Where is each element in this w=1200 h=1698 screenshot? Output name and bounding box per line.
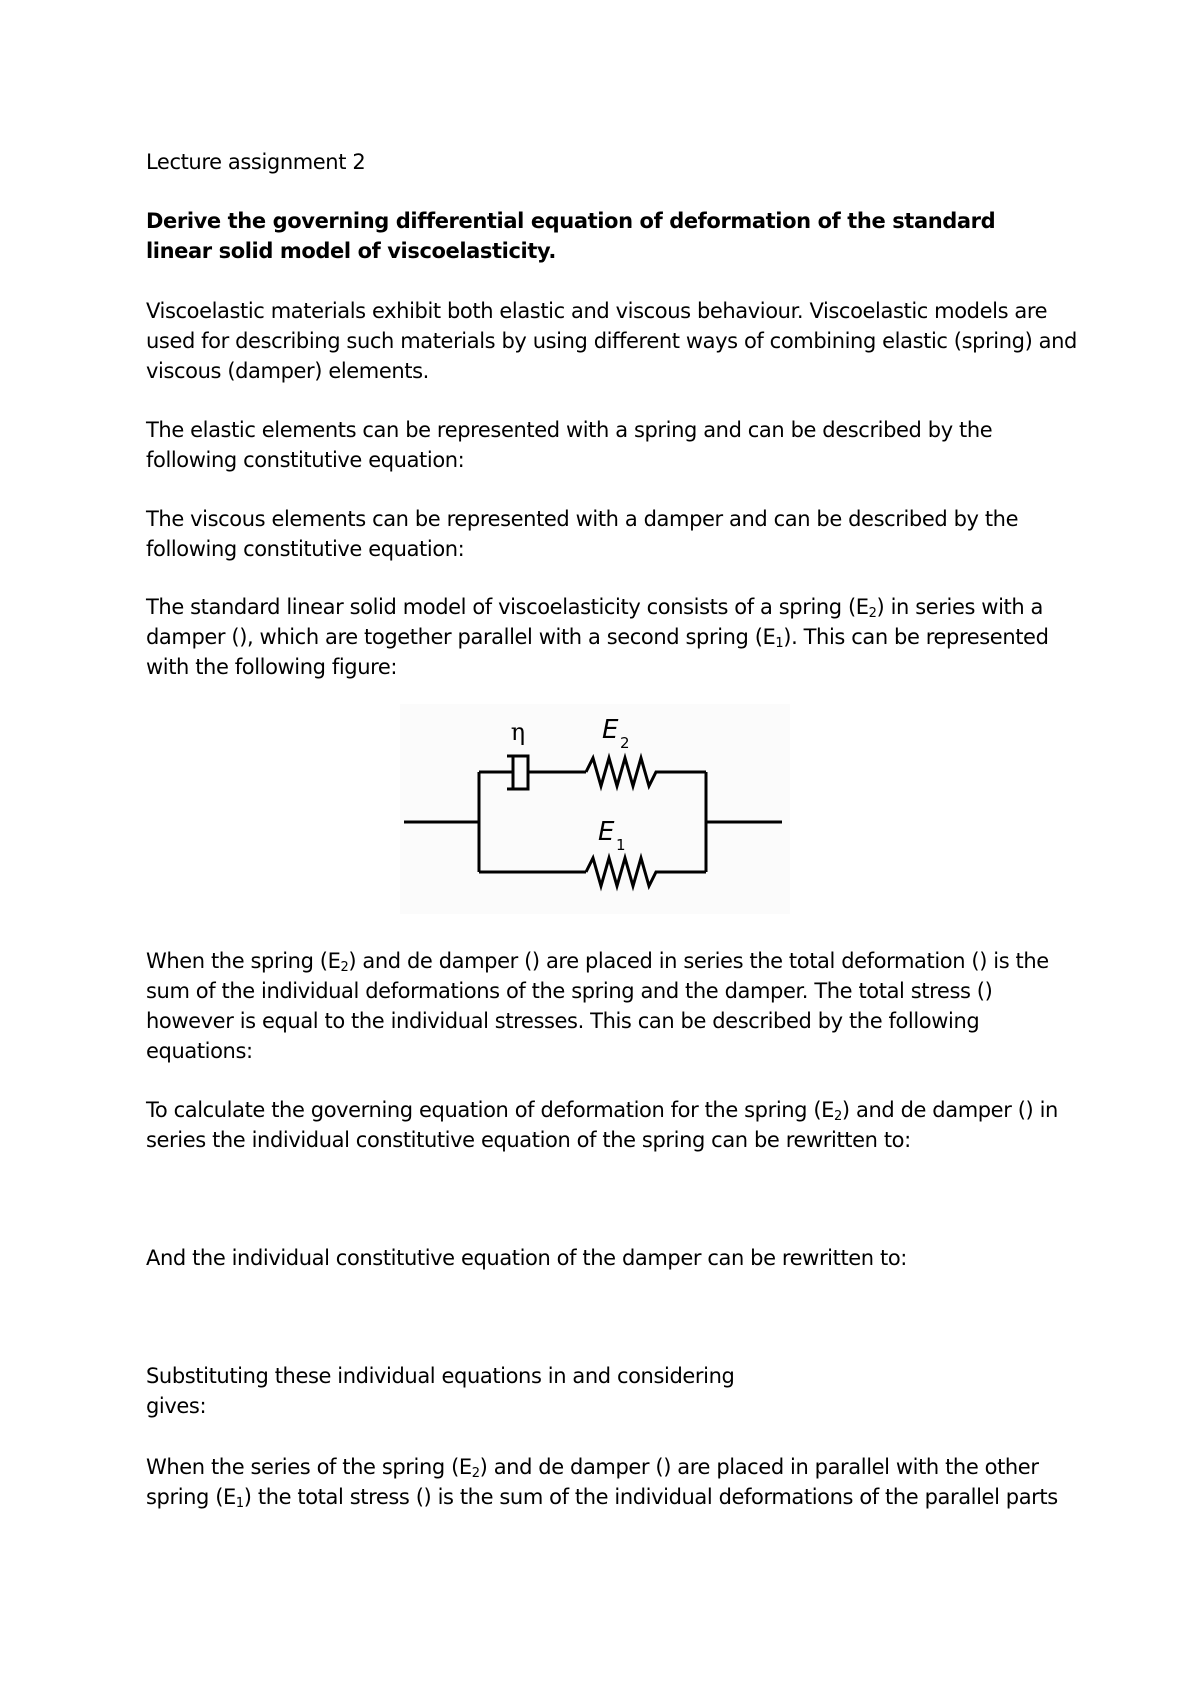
paragraph-viscous-elements: The viscous elements can be represented with a damper and can be described by the following constitutive equation: [146, 507, 1019, 561]
paragraph-model-description: The standard linear solid model of viscoelasticity consists of a spring $(E_2)$ in series with a damper (), which are together parallel with a second spring $(E_1)$. This can be represented with the following figure: [146, 595, 1049, 679]
paragraph-series-deformation: When the spring $(E_2)$ and de damper () are placed in series the total deformation () is the sum of the individual deformations of the spring and the damper. The total stress () however is equal to the individual stresses. This can be described by the following equations: [146, 949, 1049, 1063]
paragraph-spring-rewrite: To calculate the governing equation of deformation for the spring $(E_2)$ and de damper () in series the individual constitutive equation of the spring can be rewritten to: [146, 1098, 1058, 1152]
paragraph-elastic-elements: The elastic elements can be represented with a spring and can be described by the following constitutive equation: [146, 418, 993, 472]
eta-label: η [510, 718, 526, 746]
substitution-line-1: Substituting these individual equations in and considering [146, 1364, 735, 1388]
paragraph-substitution [146, 1361, 1086, 1421]
e1-label: E [598, 817, 615, 847]
substitution-line-2: gives: [146, 1394, 207, 1418]
e2-subscript: 2 [620, 734, 630, 752]
e1-subscript: 1 [616, 836, 626, 854]
standard-linear-solid-figure [400, 704, 790, 914]
figure-background [400, 704, 790, 914]
paragraph-parallel-stress: When the series of the spring $(E_2)$ and de damper () are placed in parallel with the other spring $(E_1)$ the total stress () is the sum of the individual deformations of the parallel parts [146, 1455, 1058, 1511]
paragraph-viscoelastic-intro: Viscoelastic materials exhibit both elastic and viscous behaviour. Viscoelastic models are used for describing such materials by using different ways of combining elastic (spring) and viscous (damper) elements. [146, 299, 1077, 383]
assignment-question: Derive the governing differential equation of deformation of the standard linear solid model of viscoelasticity. [146, 209, 996, 263]
assignment-heading: Lecture assignment 2 [146, 150, 366, 174]
paragraph-damper-rewrite: And the individual constitutive equation of the damper can be rewritten to: [146, 1246, 907, 1270]
e2-label: E [602, 715, 619, 745]
